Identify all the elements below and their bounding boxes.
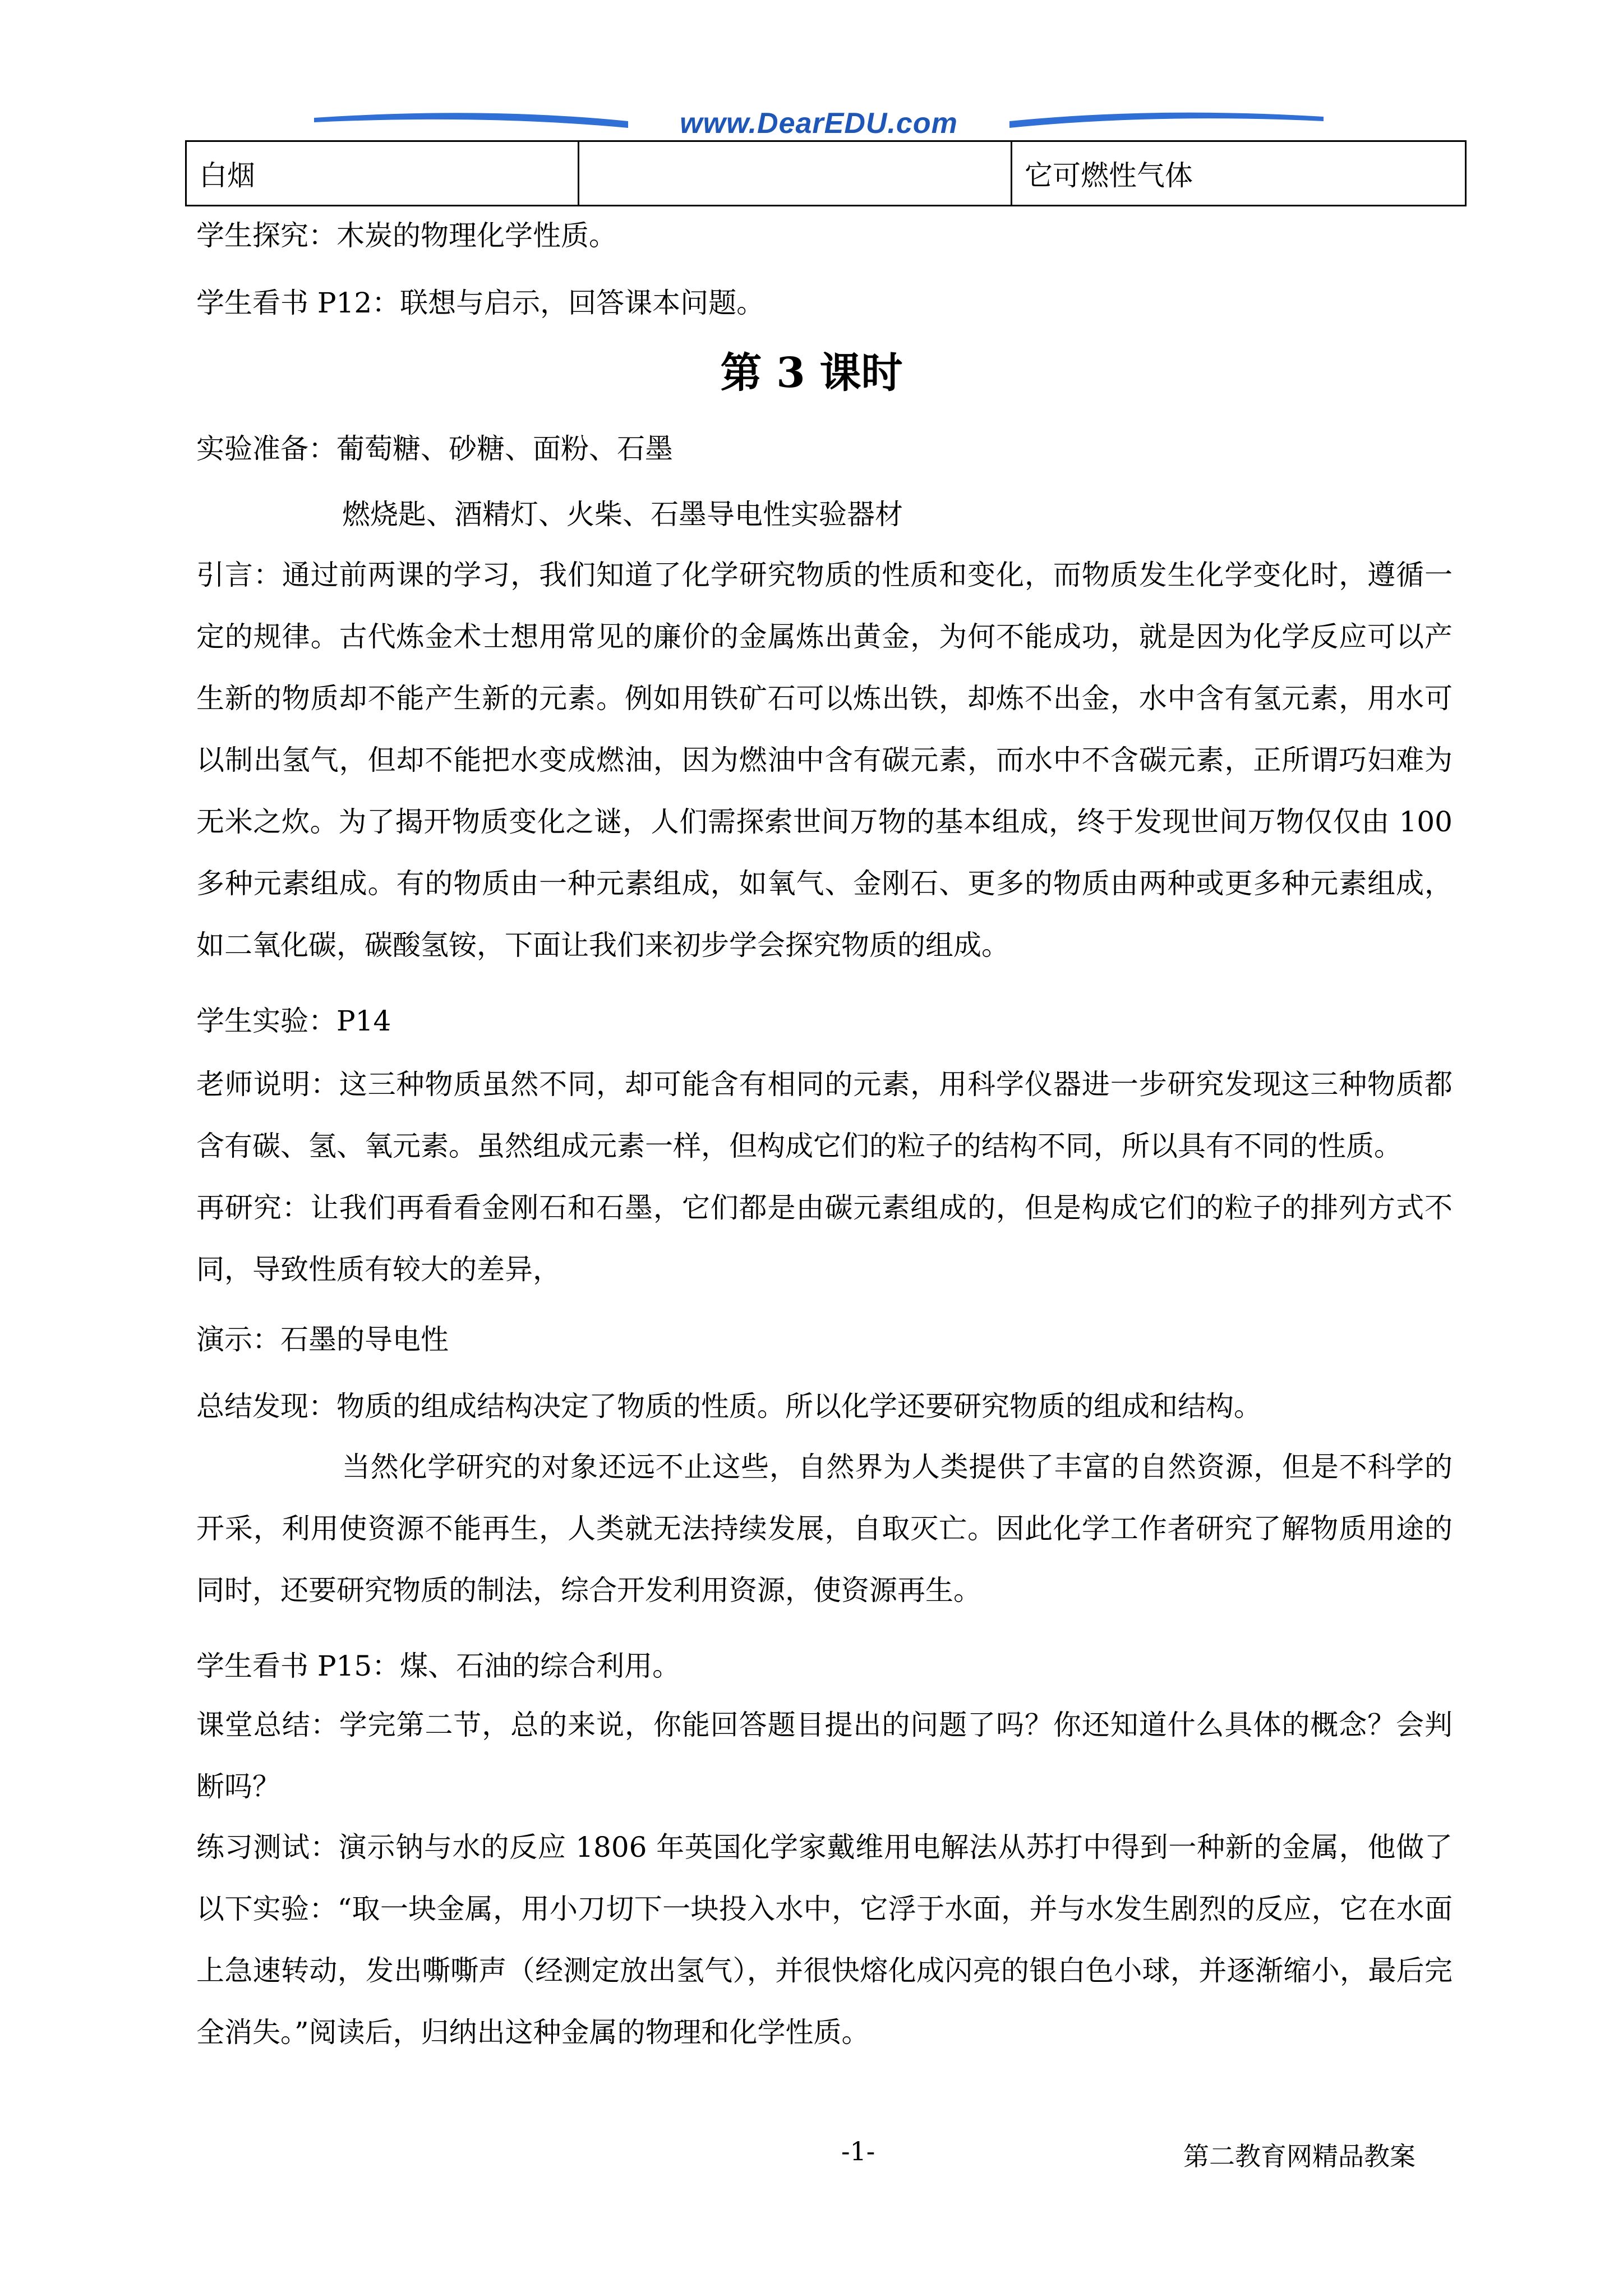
footer-site-name: 第二教育网精品教案 <box>1183 2141 1415 2171</box>
site-logo-text: www.DearEDU.com <box>680 107 958 140</box>
page-number: -1- <box>841 2136 875 2166</box>
student-read-p12-line: 学生看书 P12：联想与启示，回答课本问题。 <box>196 287 765 319</box>
student-experiment-line: 学生实验：P14 <box>196 1005 391 1037</box>
re-research-paragraph: 再研究：让我们再看看金刚石和石墨，它们都是由碳元素组成的，但是构成它们的粒子的排列方式不同，导致性质有较大的差异， <box>196 1191 1453 1286</box>
table-row <box>186 141 1466 206</box>
properties-table <box>185 140 1467 206</box>
table-cell: 白烟 <box>186 141 579 206</box>
table-cell: 它可燃性气体 <box>1012 141 1466 206</box>
student-read-p15-line: 学生看书 P15：煤、石油的综合利用。 <box>196 1650 681 1682</box>
class-summary-paragraph: 课堂总结：学完第二节，总的来说，你能回答题目提出的问题了吗？你还知道什么具体的概念？会判断吗？ <box>196 1709 1453 1803</box>
summary-find-line: 总结发现：物质的组成结构决定了物质的性质。所以化学还要研究物质的组成和结构。 <box>196 1390 1262 1423</box>
prep-line-2: 燃烧匙、酒精灯、火柴、石墨导电性实验器材 <box>342 498 903 531</box>
lesson-title: 第 3 课时 <box>720 349 903 397</box>
table-cell <box>579 141 1012 206</box>
demo-line: 演示：石墨的导电性 <box>196 1323 449 1356</box>
teacher-explain-paragraph: 老师说明：这三种物质虽然不同，却可能含有相同的元素，用科学仪器进一步研究发现这三种物质都含有碳、氢、氧元素。虽然组成元素一样，但构成它们的粒子的结构不同，所以具有不同的性质。 <box>196 1068 1453 1162</box>
intro-paragraph: 引言：通过前两课的学习，我们知道了化学研究物质的性质和变化，而物质发生化学变化时，遵循一定的规律。古代炼金术士想用常见的廉价的金属炼出黄金，为何不能成功，就是因为化学反应可以产生新的物质却不能产生新的元素。例如用铁矿石可以炼出铁，却炼不出金，水中含有氢元素，用水可以制出氢气，但却不能把水变成燃油，因为燃油中含有碳元素，而水中不含碳元素，正所谓巧妇难为无米之炊。为了揭开物质变化之谜，人们需探索世间万物的基本组成，终于发现世间万物仅仅由 100 多种元素组成。有的物质由一种元素组成，如氧气、金刚石、更多的物质由两种或更多种元素组成，如二氧化碳，碳酸氢铵，下面让我们来初步学会探究物质的组成。 <box>196 559 1453 961</box>
prep-line-1: 实验准备：葡萄糖、砂糖、面粉、石墨 <box>196 432 673 465</box>
exercise-paragraph: 练习测试：演示钠与水的反应 1806 年英国化学家戴维用电解法从苏打中得到一种新的金属，他做了以下实验：“取一块金属，用小刀切下一块投入水中，它浮于水面，并与水发生剧烈的反应，它在水面上急速转动，发出嘶嘶声（经测定放出氢气），并很快熔化成闪亮的银白色小球，并逐渐缩小，最后完全消失。”阅读后，归纳出这种金属的物理和化学性质。 <box>196 1831 1453 2049</box>
of-course-paragraph: 当然化学研究的对象还远不止这些，自然界为人类提供了丰富的自然资源，但是不科学的开采，利用使资源不能再生，人类就无法持续发展，自取灭亡。因此化学工作者研究了解物质用途的同时，还要研究物质的制法，综合开发利用资源，使资源再生。 <box>196 1451 1453 1607</box>
site-header-banner <box>314 105 1324 141</box>
student-explore-line: 学生探究：木炭的物理化学性质。 <box>196 219 617 252</box>
